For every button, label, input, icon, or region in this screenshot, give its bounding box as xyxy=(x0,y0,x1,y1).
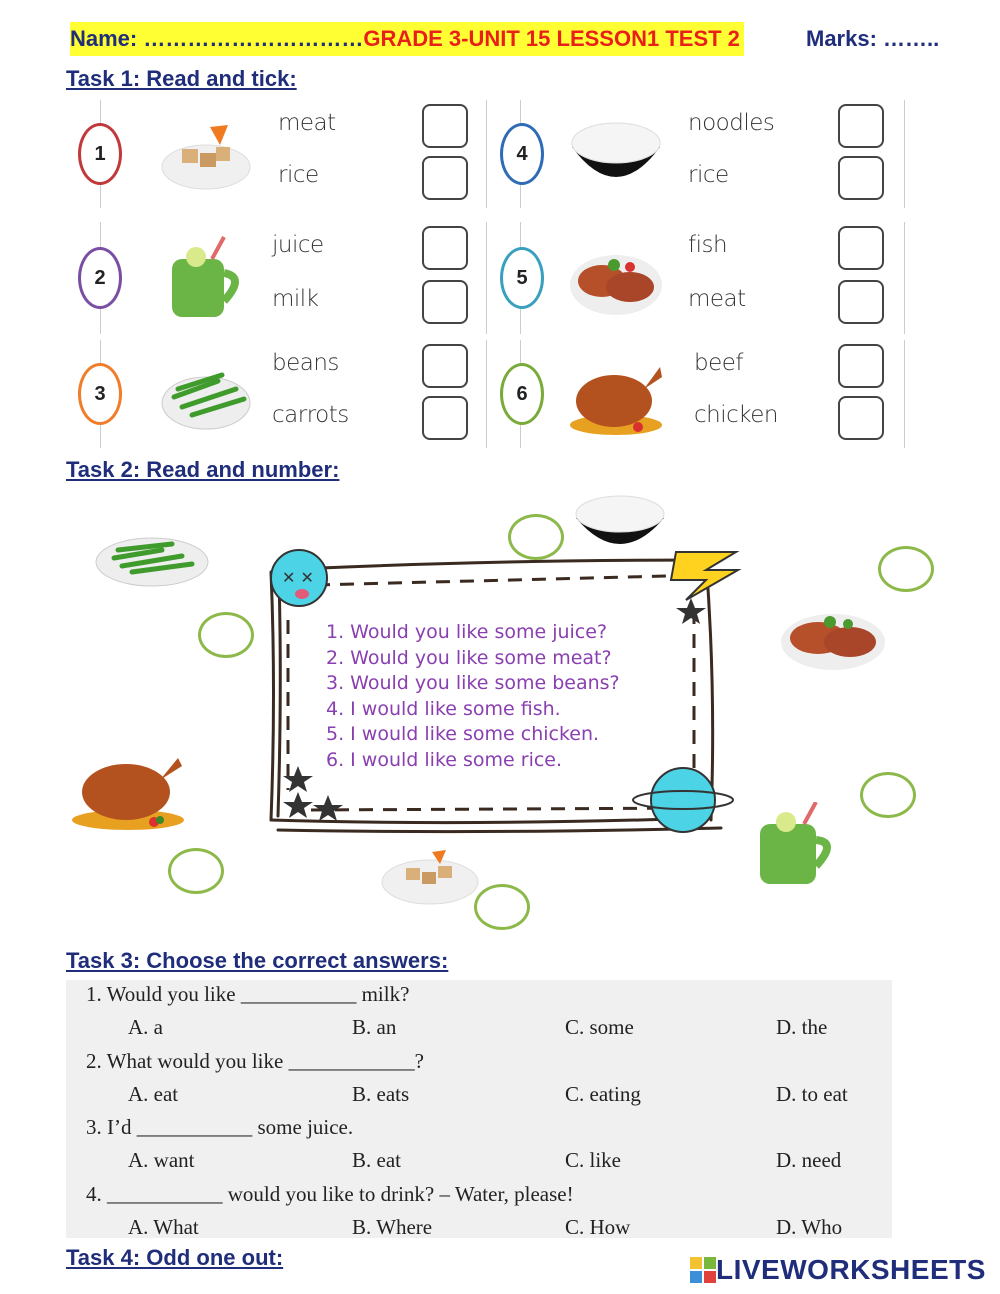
answer-option[interactable]: A. eat xyxy=(128,1081,179,1106)
tofu-dish-image xyxy=(380,842,480,912)
answer-option[interactable]: C. eating xyxy=(565,1081,641,1106)
tick-box[interactable] xyxy=(422,280,468,324)
option-label: meat xyxy=(688,286,746,312)
question-text: 2. What would you like ____________? xyxy=(86,1048,424,1073)
option-label: carrots xyxy=(272,402,349,428)
liveworksheets-logo xyxy=(690,1254,986,1286)
name-blank[interactable]: ………………………… xyxy=(137,26,364,51)
rice-bowl-image xyxy=(568,111,664,197)
sentence-2: 2. Would you like some meat? xyxy=(326,646,612,669)
worksheet-title: GRADE 3-UNIT 15 LESSON1 TEST 2 xyxy=(363,26,740,51)
option-label: chicken xyxy=(694,402,778,428)
tick-box[interactable] xyxy=(422,104,468,148)
option-label: juice xyxy=(272,232,324,258)
answer-option[interactable]: B. eat xyxy=(352,1148,401,1172)
answer-option[interactable]: A. What xyxy=(128,1214,199,1239)
item-number-badge: 6 xyxy=(500,363,544,425)
task4-heading: Task 4: Odd one out: xyxy=(66,1245,284,1270)
answer-option[interactable]: B. eats xyxy=(352,1081,410,1106)
liveworksheets-logo-icon xyxy=(690,1257,716,1283)
answer-circle-beans[interactable] xyxy=(198,612,254,658)
option-label: rice xyxy=(688,162,729,188)
option-label: beans xyxy=(272,350,339,376)
tick-box[interactable] xyxy=(838,156,884,200)
row-divider xyxy=(486,340,487,448)
worksheet-header xyxy=(70,22,744,56)
green-beans-image xyxy=(158,351,254,437)
answer-circle-fish[interactable] xyxy=(878,546,934,592)
answer-option[interactable]: D. to eat xyxy=(776,1081,848,1106)
answer-option[interactable]: A. want xyxy=(128,1148,195,1172)
lightning-icon xyxy=(671,552,738,600)
item-number-badge: 1 xyxy=(78,123,122,185)
rice-bowl-image xyxy=(570,490,670,554)
answer-option[interactable]: C. some xyxy=(565,1015,634,1039)
marks-label: Marks: …….. xyxy=(806,26,940,51)
sentence-5: 5. I would like some chicken. xyxy=(326,723,600,746)
planet-icon xyxy=(651,768,715,832)
sentence-6: 6. I would like some rice. xyxy=(326,748,563,771)
liveworksheets-logo-text: LIVEWORKSHEETS xyxy=(716,1254,986,1285)
grilled-fish-image xyxy=(778,594,888,674)
task2-sentence-list xyxy=(326,620,620,774)
option-label: noodles xyxy=(688,110,775,136)
answer-option[interactable]: B. Where xyxy=(352,1214,433,1239)
tick-box[interactable] xyxy=(422,226,468,270)
row-divider xyxy=(904,100,905,208)
answer-circle-chicken[interactable] xyxy=(168,848,224,894)
answer-option[interactable]: B. an xyxy=(352,1015,397,1039)
tick-box[interactable] xyxy=(838,396,884,440)
sentence-3: 3. Would you like some beans? xyxy=(326,672,620,695)
item-number-badge: 3 xyxy=(78,363,122,425)
green-juice-image xyxy=(746,802,846,888)
task1-heading: Task 1: Read and tick: xyxy=(66,66,297,91)
row-divider xyxy=(486,222,487,334)
option-label: meat xyxy=(278,110,336,136)
svg-text:✕ ✕: ✕ ✕ xyxy=(282,568,314,587)
name-label: Name: xyxy=(70,26,138,51)
item-number-badge: 5 xyxy=(500,247,544,309)
star-icon xyxy=(313,795,343,821)
star-icon xyxy=(676,598,706,624)
roast-chicken-image xyxy=(568,351,664,437)
answer-option[interactable]: D. need xyxy=(776,1148,842,1172)
answer-option[interactable]: D. Who xyxy=(776,1214,843,1239)
tofu-dish-image xyxy=(158,111,254,197)
item-number-badge: 4 xyxy=(500,123,544,185)
row-divider xyxy=(904,340,905,448)
option-label: rice xyxy=(278,162,319,188)
green-juice-image xyxy=(158,235,254,321)
answer-option[interactable]: C. How xyxy=(565,1214,631,1239)
row-divider xyxy=(486,100,487,208)
green-beans-image xyxy=(92,520,212,590)
tick-box[interactable] xyxy=(422,396,468,440)
item-number-badge: 2 xyxy=(78,247,122,309)
tick-box[interactable] xyxy=(838,226,884,270)
sentence-4: 4. I would like some fish. xyxy=(326,697,561,720)
answer-option[interactable]: A. a xyxy=(128,1015,163,1039)
star-icon xyxy=(283,792,313,818)
tick-box[interactable] xyxy=(422,344,468,388)
sentence-1: 1. Would you like some juice? xyxy=(326,621,608,643)
grilled-fish-image xyxy=(568,235,664,321)
answer-circle-rice[interactable] xyxy=(508,514,564,560)
question-text: 1. Would you like ___________ milk? xyxy=(86,982,410,1006)
option-label: milk xyxy=(272,286,319,312)
answer-option[interactable]: D. the xyxy=(776,1015,828,1039)
roast-chicken-image xyxy=(70,740,186,836)
tick-box[interactable] xyxy=(422,156,468,200)
tick-box[interactable] xyxy=(838,104,884,148)
answer-option[interactable]: C. like xyxy=(565,1148,621,1172)
task2-heading: Task 2: Read and number: xyxy=(66,457,340,482)
tick-box[interactable] xyxy=(838,344,884,388)
answer-circle-meat[interactable] xyxy=(474,884,530,930)
option-label: beef xyxy=(694,350,743,376)
row-divider xyxy=(904,222,905,334)
task3-heading: Task 3: Choose the correct answers: xyxy=(66,948,449,973)
answer-circle-juice[interactable] xyxy=(860,772,916,818)
option-label: fish xyxy=(688,232,728,258)
task2-area xyxy=(66,490,981,940)
question-text: 3. I’d ___________ some juice. xyxy=(86,1115,354,1139)
question-text: 4. ___________ would you like to drink? – Water, please! xyxy=(86,1181,574,1206)
tick-box[interactable] xyxy=(838,280,884,324)
